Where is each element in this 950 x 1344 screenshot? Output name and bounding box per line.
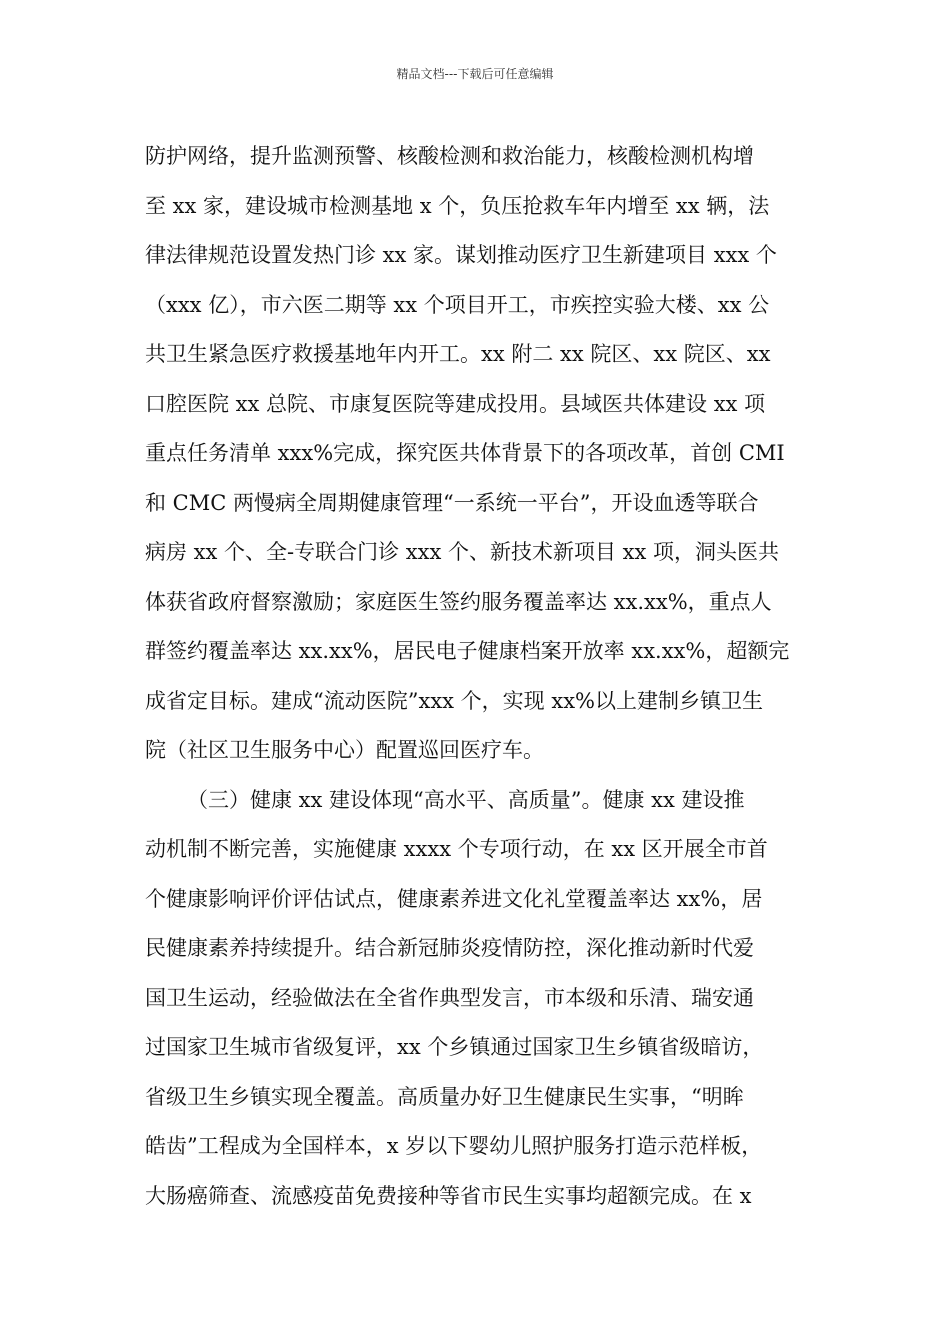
document-body (145, 132, 825, 1221)
text-line: 院（社区卫生服务中心）配置巡回医疗车。 (145, 738, 544, 762)
text-line: 共卫生紧急医疗救援基地年内开工。xx 附二 xx 院区、xx 院区、xx (145, 342, 771, 366)
text-line: 国卫生运动，经验做法在全省作典型发言，市本级和乐清、瑞安通 (145, 985, 754, 1010)
text-line: （xxx 亿），市六医二期等 xx 个项目开工，市疾控实验大楼、xx 公 (145, 292, 770, 317)
text-line: 皓齿”工程成为全国样本，x 岁以下婴幼儿照护服务打造示范样板， (145, 1134, 763, 1158)
text-line: 和 CMC 两慢病全周期健康管理“一系统一平台”，开设血透等联合 (145, 490, 759, 515)
text-line: 大肠癌筛查、流感疫苗免费接种等省市民生实事均超额完成。在 x (145, 1183, 752, 1208)
text-line: 口腔医院 xx 总院、市康复医院等建成投用。县域医共体建设 xx 项 (145, 391, 766, 416)
text-line: 体获省政府督察激励；家庭医生签约服务覆盖率达 xx.xx%，重点人 (145, 589, 772, 614)
text-line: 至 xx 家，建设城市检测基地 x 个，负压抢救车年内增至 xx 辆，法 (145, 193, 770, 218)
page-header: 精品文档---下载后可任意编辑 (396, 67, 554, 81)
text-line: 病房 xx 个、全-专联合门诊 xxx 个、新技术新项目 xx 项，洞头医共 (145, 540, 780, 564)
section-heading-line: （三）健康 xx 建设体现“高水平、高质量”。健康 xx 建设推 (187, 787, 745, 812)
text-line: 群签约覆盖率达 xx.xx%，居民电子健康档案开放率 xx.xx%，超额完 (145, 639, 790, 663)
text-line: 个健康影响评价评估试点，健康素养进文化礼堂覆盖率达 xx%，居 (145, 886, 763, 911)
text-line: 律法律规范设置发热门诊 xx 家。谋划推动医疗卫生新建项目 xxx 个 (145, 243, 777, 267)
text-line: 动机制不断完善，实施健康 xxxx 个专项行动，在 xx 区开展全市首 (145, 837, 768, 861)
text-line: 防护网络，提升监测预警、核酸检测和救治能力，核酸检测机构增 (145, 144, 754, 168)
text-line: 成省定目标。建成“流动医院”xxx 个，实现 xx%以上建制乡镇卫生 (145, 688, 763, 713)
text-line: 省级卫生乡镇实现全覆盖。高质量办好卫生健康民生实事，“明眸 (145, 1084, 744, 1109)
text-line: 民健康素养持续提升。结合新冠肺炎疫情防控，深化推动新时代爱 (145, 936, 754, 960)
text-line: 重点任务清单 xxx%完成，探究医共体背景下的各项改革，首创 CMI (145, 441, 785, 465)
text-line: 过国家卫生城市省级复评，xx 个乡镇通过国家卫生乡镇省级暗访， (145, 1035, 764, 1059)
